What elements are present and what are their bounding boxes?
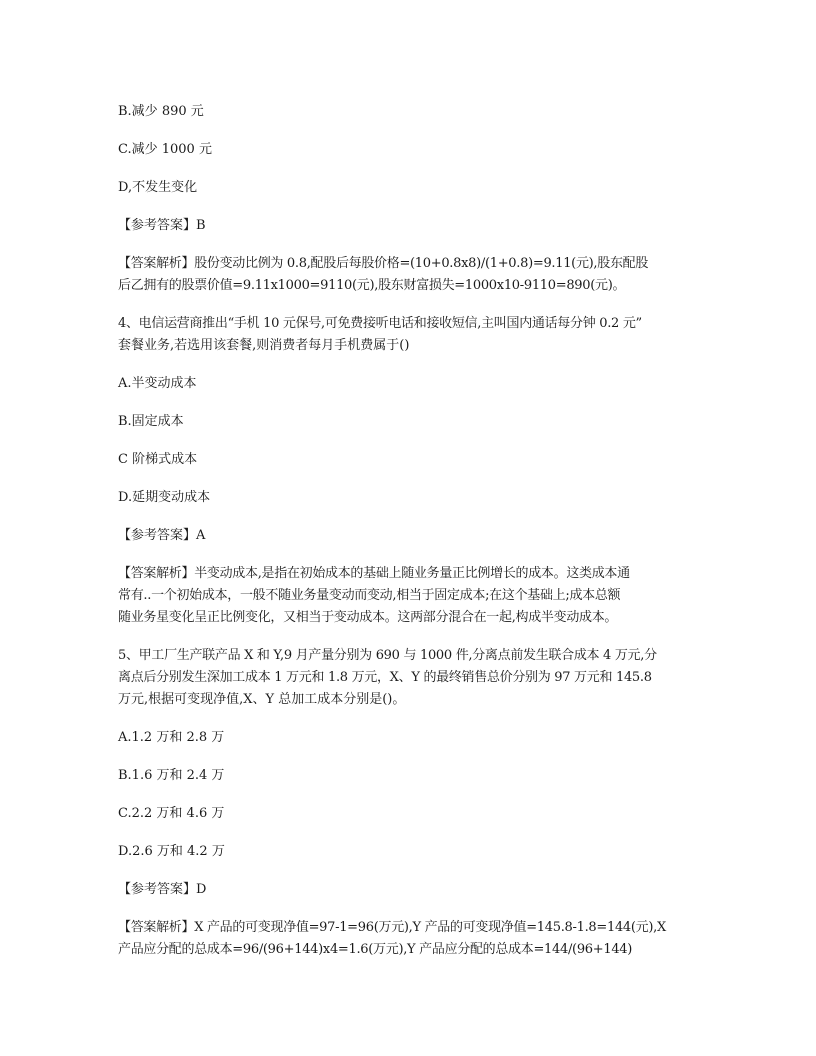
- q3-explanation-line: 【答案解析】股份变动比例为 0.8,配股后每股价格=(10+0.8x8)/(1+0.8)=9.11(元),股东配股: [118, 256, 649, 271]
- q4-option-c: C 阶梯式成本: [118, 452, 198, 467]
- q3-option-c: C.减少 1000 元: [118, 142, 212, 157]
- q4-question-line: 4、电信运营商推出“手机 10 元保号,可免费接听电话和接收短信,主叫国内通话每分钟 0.2 元”: [118, 316, 642, 331]
- q5-option-d: D.2.6 万和 4.2 万: [118, 844, 225, 859]
- q4-explanation-line: 常有..一个初始成本，一般不随业务量变动而变动,相当于固定成本;在这个基础上;成本总额: [118, 588, 621, 603]
- q5-question-line: 万元,根据可变现净值,X、Y 总加工成本分别是()。: [118, 692, 406, 707]
- q4-explanation: [118, 564, 708, 628]
- q4-option-b: B.固定成本: [118, 414, 184, 429]
- q5-answer: 【参考答案】D: [118, 882, 207, 897]
- q5-question-line: 离点后分别发生深加工成本 1 万元和 1.8 万元，X、Y 的最终销售总价分别为 97 万元和 145.8: [118, 670, 652, 685]
- q3-option-b: B.减少 890 元: [118, 104, 204, 119]
- q5-option-c: C.2.2 万和 4.6 万: [118, 806, 225, 821]
- q5-question-line: 5、甲工厂生产联产品 X 和 Y,9 月产量分别为 690 与 1000 件,分离点前发生联合成本 4 万元,分: [118, 648, 657, 663]
- q5-option-b: B.1.6 万和 2.4 万: [118, 768, 225, 783]
- q4-question: [118, 314, 708, 356]
- q4-explanation-line: 【答案解析】半变动成本,是指在初始成本的基础上随业务量正比例增长的成本。这类成本通: [118, 566, 630, 581]
- q5-explanation-line: 产品应分配的总成本=96/(96+144)x4=1.6(万元),Y 产品应分配的总成本=144/(96+144): [118, 942, 633, 957]
- q5-explanation: [118, 918, 708, 960]
- q3-answer: 【参考答案】B: [118, 218, 206, 233]
- q4-explanation-line: 随业务星变化呈正比例变化，又相当于变动成本。这两部分混合在一起,构成半变动成本。: [118, 610, 618, 625]
- q4-option-d: D.延期变动成本: [118, 490, 211, 505]
- q5-option-a: A.1.2 万和 2.8 万: [118, 730, 225, 745]
- q5-explanation-line: 【答案解析】X 产品的可变现净值=97-1=96(万元),Y 产品的可变现净值=145.8-1.8=144(元),X: [118, 920, 666, 935]
- q3-explanation: [118, 254, 708, 296]
- q3-option-d: D,不发生变化: [118, 180, 198, 195]
- q4-answer: 【参考答案】A: [118, 528, 206, 543]
- q4-option-a: A.半变动成本: [118, 376, 197, 391]
- q3-explanation-line: 后乙拥有的股票价值=9.11x1000=9110(元),股东财富损失=1000x10-9110=890(元)。: [118, 278, 626, 293]
- q5-question: [118, 646, 708, 710]
- q4-question-line: 套餐业务,若选用该套餐,则消费者每月手机费属于(): [118, 338, 410, 353]
- document-page: [118, 96, 708, 960]
